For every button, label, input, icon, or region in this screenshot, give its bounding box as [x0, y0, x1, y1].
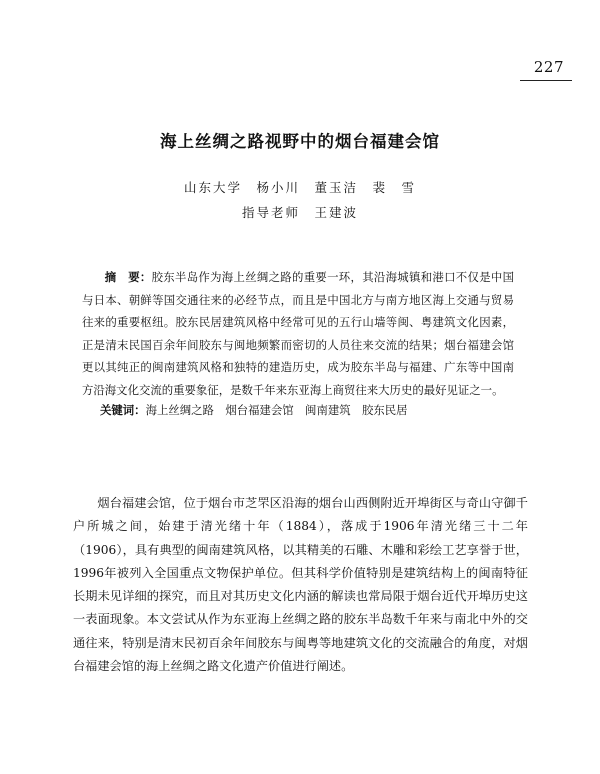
- advisor-line: 指导老师 王建波: [241, 205, 358, 220]
- page-number: 227: [533, 58, 564, 76]
- body-paragraph: 烟台福建会馆，位于烟台市芝罘区沿海的烟台山西侧附近开埠街区与奇山守御千户所城之间，始建于清光绪十年（1884），落成于1906年清光绪三十二年（1906），具有典型的闽南建筑风格，以其精美的石雕、木雕和彩绘工艺享誉于世，1996年被列入全国重点文物保护单位。但其科学价值特别是建筑结构上的闽南特征长期未见详细的探究，而且对其历史文化内涵的解读也常局限于烟台近代开埠历史这一表面现象。本文尝试从作为东亚海上丝绸之路的胶东半岛数千年来与南北中外的交通往来，特别是清末民初百余年间胶东与闽粤等地建筑文化的交流融合的角度，对烟台福建会馆的海上丝绸之路文化遗产价值进行阐述。: [73, 496, 528, 674]
- abstract-label: 摘 要：: [104, 270, 152, 284]
- paper-title: 海上丝绸之路视野中的烟台福建会馆: [160, 132, 440, 151]
- keywords-text: 海上丝绸之路 烟台福建会馆 闽南建筑 胶东民居: [145, 403, 408, 417]
- keywords: [100, 400, 520, 420]
- header-rule: [520, 80, 572, 81]
- keywords-label: 关键词：: [100, 403, 146, 417]
- abstract-text: 胶东半岛作为海上丝绸之路的重要一环，其沿海城镇和港口不仅是中国与日本、朝鲜等国交通往来的必经节点，而且是中国北方与南方地区海上交通与贸易往来的重要枢纽。胶东民居建筑风格中经常可见的五行山墙等闽、粤建筑文化因素，正是清末民国百余年间胶东与闽地频繁而密切的人员往来交流的结果；烟台福建会馆更以其纯正的闽南建筑风格和独特的建造历史，成为胶东半岛与福建、广东等中国南方沿海文化交流的重要象征，是数千年来东亚海上商贸往来大历史的最好见证之一。: [82, 270, 514, 397]
- authors-line: 山东大学 杨小川 董玉洁 裴 雪: [183, 180, 416, 195]
- abstract: [82, 266, 514, 401]
